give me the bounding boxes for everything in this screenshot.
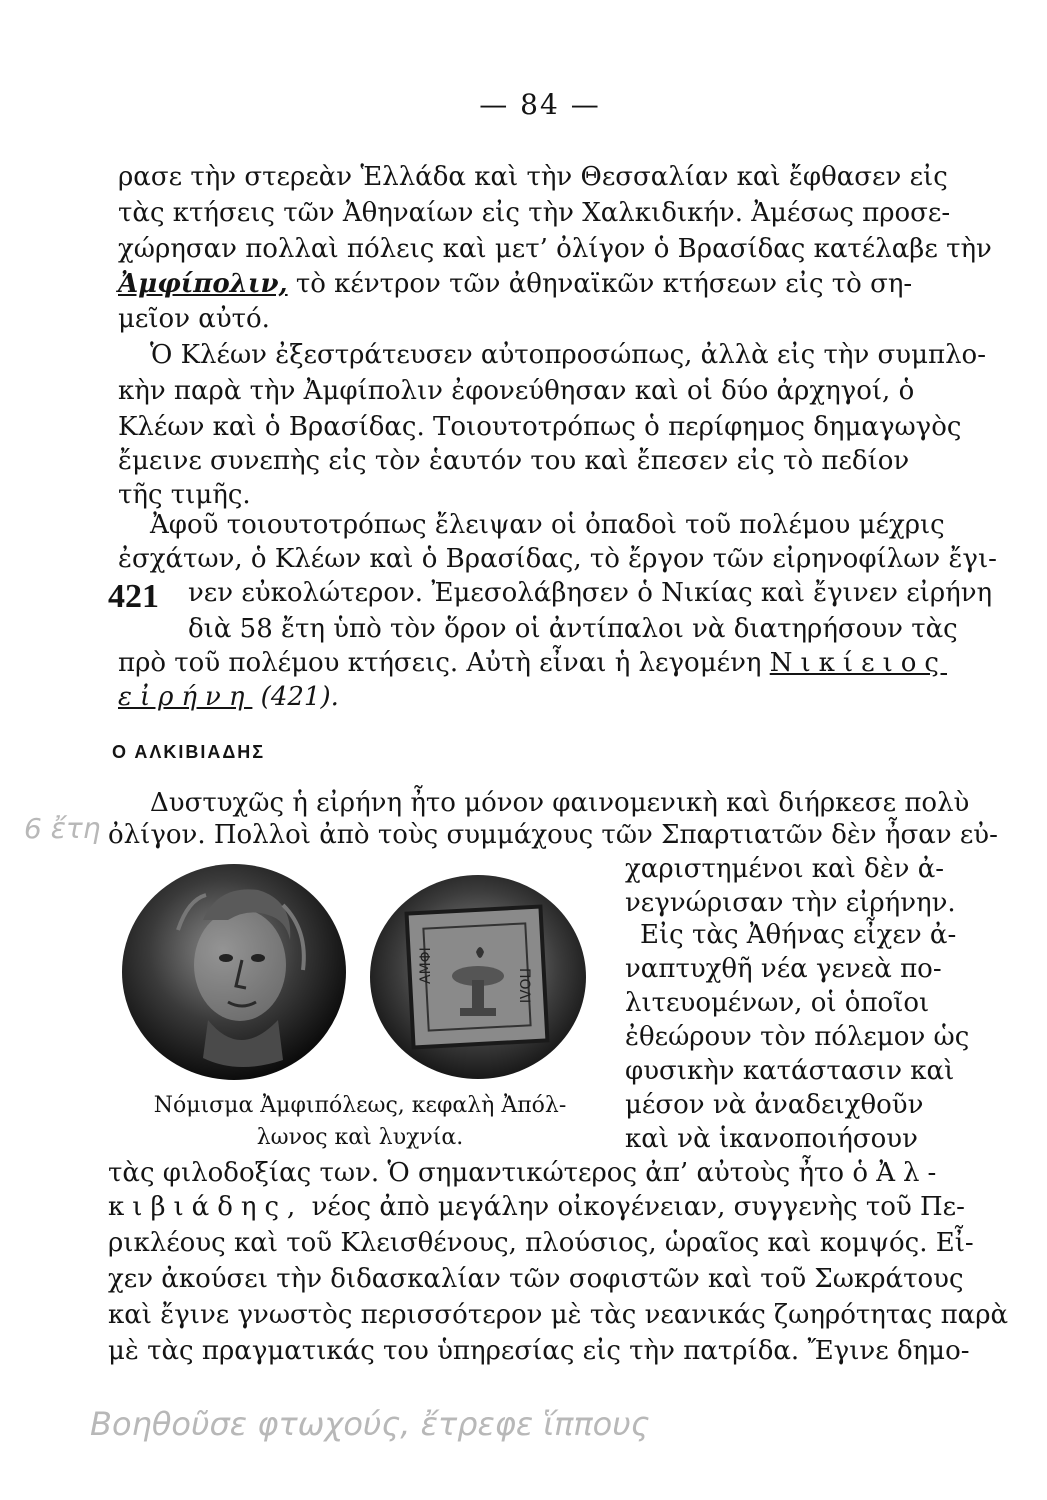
- text-line: Δυστυχῶς ἡ εἰρήνη ἦτο μόνον φαινομενικὴ καὶ διήρκεσε πολὺ: [150, 788, 970, 818]
- text-line: τὰς κτήσεις τῶν Ἀθηναίων εἰς τὴν Χαλκιδικήν. Ἀμέσως προσε-: [118, 198, 951, 228]
- handwritten-bottom-note: Βοηθοῦσε φτωχούς, ἔτρεφε ἵππους: [90, 1405, 650, 1443]
- text-line: [118, 680, 339, 714]
- text-line: μέσον νὰ ἀναδειχθοῦν: [625, 1090, 924, 1120]
- text-line: [108, 1190, 965, 1224]
- text-line: ρικλέους καὶ τοῦ Κλεισθένους, πλούσιος, ὡραῖος καὶ κομψός. Εἶ-: [108, 1228, 974, 1258]
- svg-text:ΠΟΛΙ: ΠΟΛΙ: [516, 968, 532, 1004]
- coin-caption: [110, 1090, 610, 1154]
- text-line-start: τὰς φιλοδοξίας των. Ὁ σημαντικώτερος ἀπ’ αὐτοὺς ἦτο ὁ: [108, 1158, 869, 1188]
- text-line: [118, 267, 912, 301]
- text-line: Ὁ Κλέων ἐξεστράτευσεν αὐτοπροσώπως, ἀλλὰ εἰς τὴν συμπλο-: [150, 340, 986, 370]
- text-line: ἔμεινε συνεπὴς εἰς τὸν ἑαυτόν του καὶ ἔπεσεν εἰς τὸ πεδίον: [118, 446, 910, 476]
- page-number: — 84 —: [479, 88, 601, 121]
- bold-place-name: Ἀμφίπολιν,: [118, 269, 288, 299]
- text-line: Ἀφοῦ τοιουτοτρόπως ἔλειψαν οἱ ὀπαδοὶ τοῦ πολέμου μέχρις: [150, 510, 945, 540]
- text-line: χώρησαν πολλαὶ πόλεις καὶ μετ’ ὀλίγον ὁ Βρασίδας κατέλαβε τὴν: [118, 234, 992, 264]
- text-line: λιτευομένων, οἱ ὁποῖοι: [625, 988, 930, 1018]
- text-line: [108, 1156, 944, 1190]
- text-line-rest: τὸ κέντρον τῶν ἀθηναϊκῶν κτήσεων εἰς τὸ ση-: [295, 269, 913, 299]
- margin-year: 421: [108, 578, 159, 615]
- text-line: ἐθεώρουν τὸν πόλεμον ὡς: [625, 1022, 970, 1052]
- text-line: [118, 646, 947, 680]
- text-line: φυσικὴν κατάστασιν καὶ: [625, 1056, 955, 1086]
- text-line-start: πρὸ τοῦ πολέμου κτήσεις. Αὐτὴ εἶναι ἡ λεγομένη: [118, 648, 762, 678]
- text-line-rest: νέος ἀπὸ μεγάλην οἰκογένειαν, συγγενὴς τοῦ Πε-: [311, 1192, 965, 1222]
- coin-reverse-image: [368, 872, 590, 1082]
- spaced-name: κιβιάδης,: [108, 1192, 304, 1222]
- text-line: καὶ ἔγινε γνωστὸς περισσότερον μὲ τὰς νεανικάς ζωηρότητας παρὰ: [108, 1300, 1009, 1330]
- spaced-term: εἰρήνη: [118, 682, 253, 712]
- caption-line: Νόμισμα Ἀμφιπόλεως, κεφαλὴ Ἀπόλ-: [153, 1093, 567, 1118]
- text-line: χεν ἀκούσει τὴν διδασκαλίαν τῶν σοφιστῶν καὶ τοῦ Σωκράτους: [108, 1264, 964, 1294]
- svg-text:ΑΜΦΙ: ΑΜΦΙ: [418, 947, 434, 984]
- text-line: νεν εὐκολώτερον. Ἐμεσολάβησεν ὁ Νικίας καὶ ἔγινεν εἰρήνη: [188, 578, 993, 608]
- caption-line: λωνος καὶ λυχνία.: [256, 1125, 464, 1150]
- text-line: Εἰς τὰς Ἀθήνας εἶχεν ἀ-: [640, 920, 957, 950]
- coin-obverse-image: [118, 860, 350, 1085]
- spaced-name: Ἀλ-: [876, 1158, 945, 1188]
- spaced-term: Νικίειος: [769, 648, 947, 678]
- text-line: ρασε τὴν στερεὰν Ἑλλάδα καὶ τὴν Θεσσαλίαν καὶ ἔφθασεν εἰς: [118, 162, 948, 192]
- text-line: ὀλίγον. Πολλοὶ ἀπὸ τοὺς συμμάχους τῶν Σπαρτιατῶν δὲν ἦσαν εὐ-: [108, 820, 998, 850]
- text-line: χαριστημένοι καὶ δὲν ἀ-: [625, 854, 945, 884]
- text-line: μὲ τὰς πραγματικάς του ὑπηρεσίας εἰς τὴν πατρίδα. Ἔγινε δημο-: [108, 1336, 970, 1366]
- text-line: κὴν παρὰ τὴν Ἀμφίπολιν ἐφονεύθησαν καὶ οἱ δύο ἀρχηγοί, ὁ: [118, 376, 915, 406]
- year-reference: (421).: [260, 682, 339, 712]
- handwritten-margin-note: 6 ἔτη: [24, 812, 101, 845]
- text-line: ναπτυχθῆ νέα γενεὰ πο-: [625, 954, 942, 984]
- text-line: ἐσχάτων, ὁ Κλέων καὶ ὁ Βρασίδας, τὸ ἔργον τῶν εἰρηνοφίλων ἔγι-: [118, 544, 997, 574]
- text-line: μεῖον αὐτό.: [118, 304, 270, 334]
- section-heading: Ο ΑΛΚΙΒΙΑΔΗΣ: [112, 742, 266, 762]
- text-line: νεγνώρισαν τὴν εἰρήνην.: [625, 888, 956, 918]
- text-line: τῆς τιμῆς.: [118, 480, 251, 510]
- text-line: καὶ νὰ ἱκανοποιήσουν: [625, 1124, 918, 1154]
- text-line: Κλέων καὶ ὁ Βρασίδας. Τοιουτοτρόπως ὁ περίφημος δημαγωγὸς: [118, 412, 962, 442]
- text-line: διὰ 58 ἔτη ὑπὸ τὸν ὅρον οἱ ἀντίπαλοι νὰ διατηρήσουν τὰς: [188, 614, 958, 644]
